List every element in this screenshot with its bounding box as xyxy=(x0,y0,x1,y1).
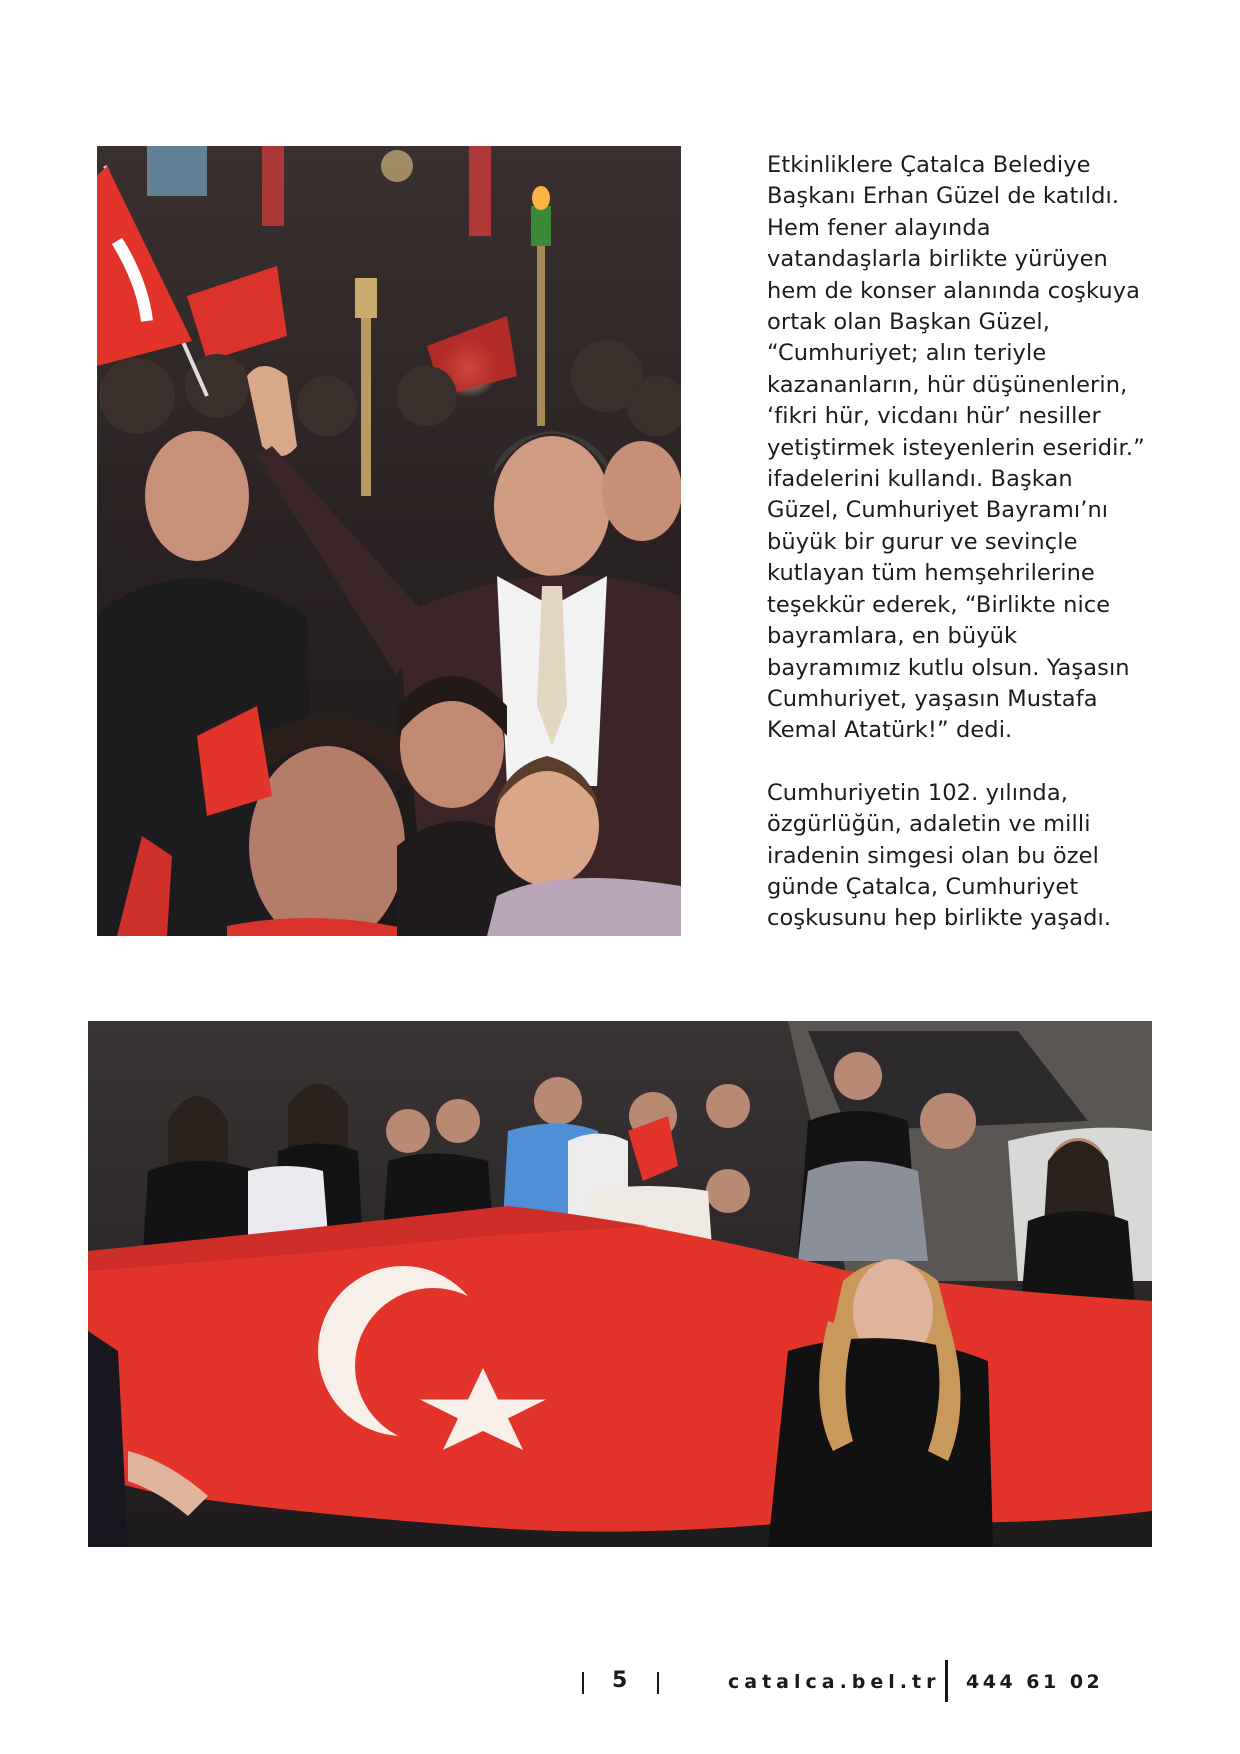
parade-crowd-illustration xyxy=(97,146,681,936)
footer-divider-left xyxy=(582,1672,584,1694)
article-paragraph-2: Cumhuriyetin 102. yılında, özgürlüğün, adaletin ve milli iradenin simgesi olan bu özel günde Çatalca, Cumhuriyet coşkusunu hep birlikte yaşadı. xyxy=(767,779,1112,932)
page-number: 5 xyxy=(612,1668,628,1693)
footer-divider-right xyxy=(945,1660,948,1702)
website-link[interactable]: catalca.bel.tr xyxy=(728,1671,941,1693)
article-paragraph-1: Etkinliklere Çatalca Belediye Başkanı Erhan Güzel de katıldı. Hem fener alayında vatandaşlarla birlikte yürüyen hem de konser alanında coşkuya ortak olan Başkan Güzel, “Cumhuriyet; alın teriyle kazananların, hür düşünenlerin, ‘fikri hür, vicdanı hür’ nesiller yetiştirmek isteyenlerin eseridir.” ifadelerini kullandı. Başkan Güzel, Cumhuriyet Bayramı’nı büyük bir gurur ve sevinçle kutlayan tüm hemşehrilerine teşekkür ederek, “Birlikte nice bayramlara, en büyük bayramımız kutlu olsun. Yaşasın Cumhuriyet, yaşasın Mustafa Kemal Atatürk!” dedi. xyxy=(767,152,1145,744)
footer-divider-mid xyxy=(657,1672,659,1694)
phone-number[interactable]: 444 61 02 xyxy=(966,1671,1104,1693)
page-footer xyxy=(0,1660,1240,1710)
flag-march-photo xyxy=(88,1021,1152,1547)
article-body xyxy=(767,150,1167,935)
parade-crowd-photo xyxy=(97,146,681,936)
flag-march-illustration xyxy=(88,1021,1152,1547)
